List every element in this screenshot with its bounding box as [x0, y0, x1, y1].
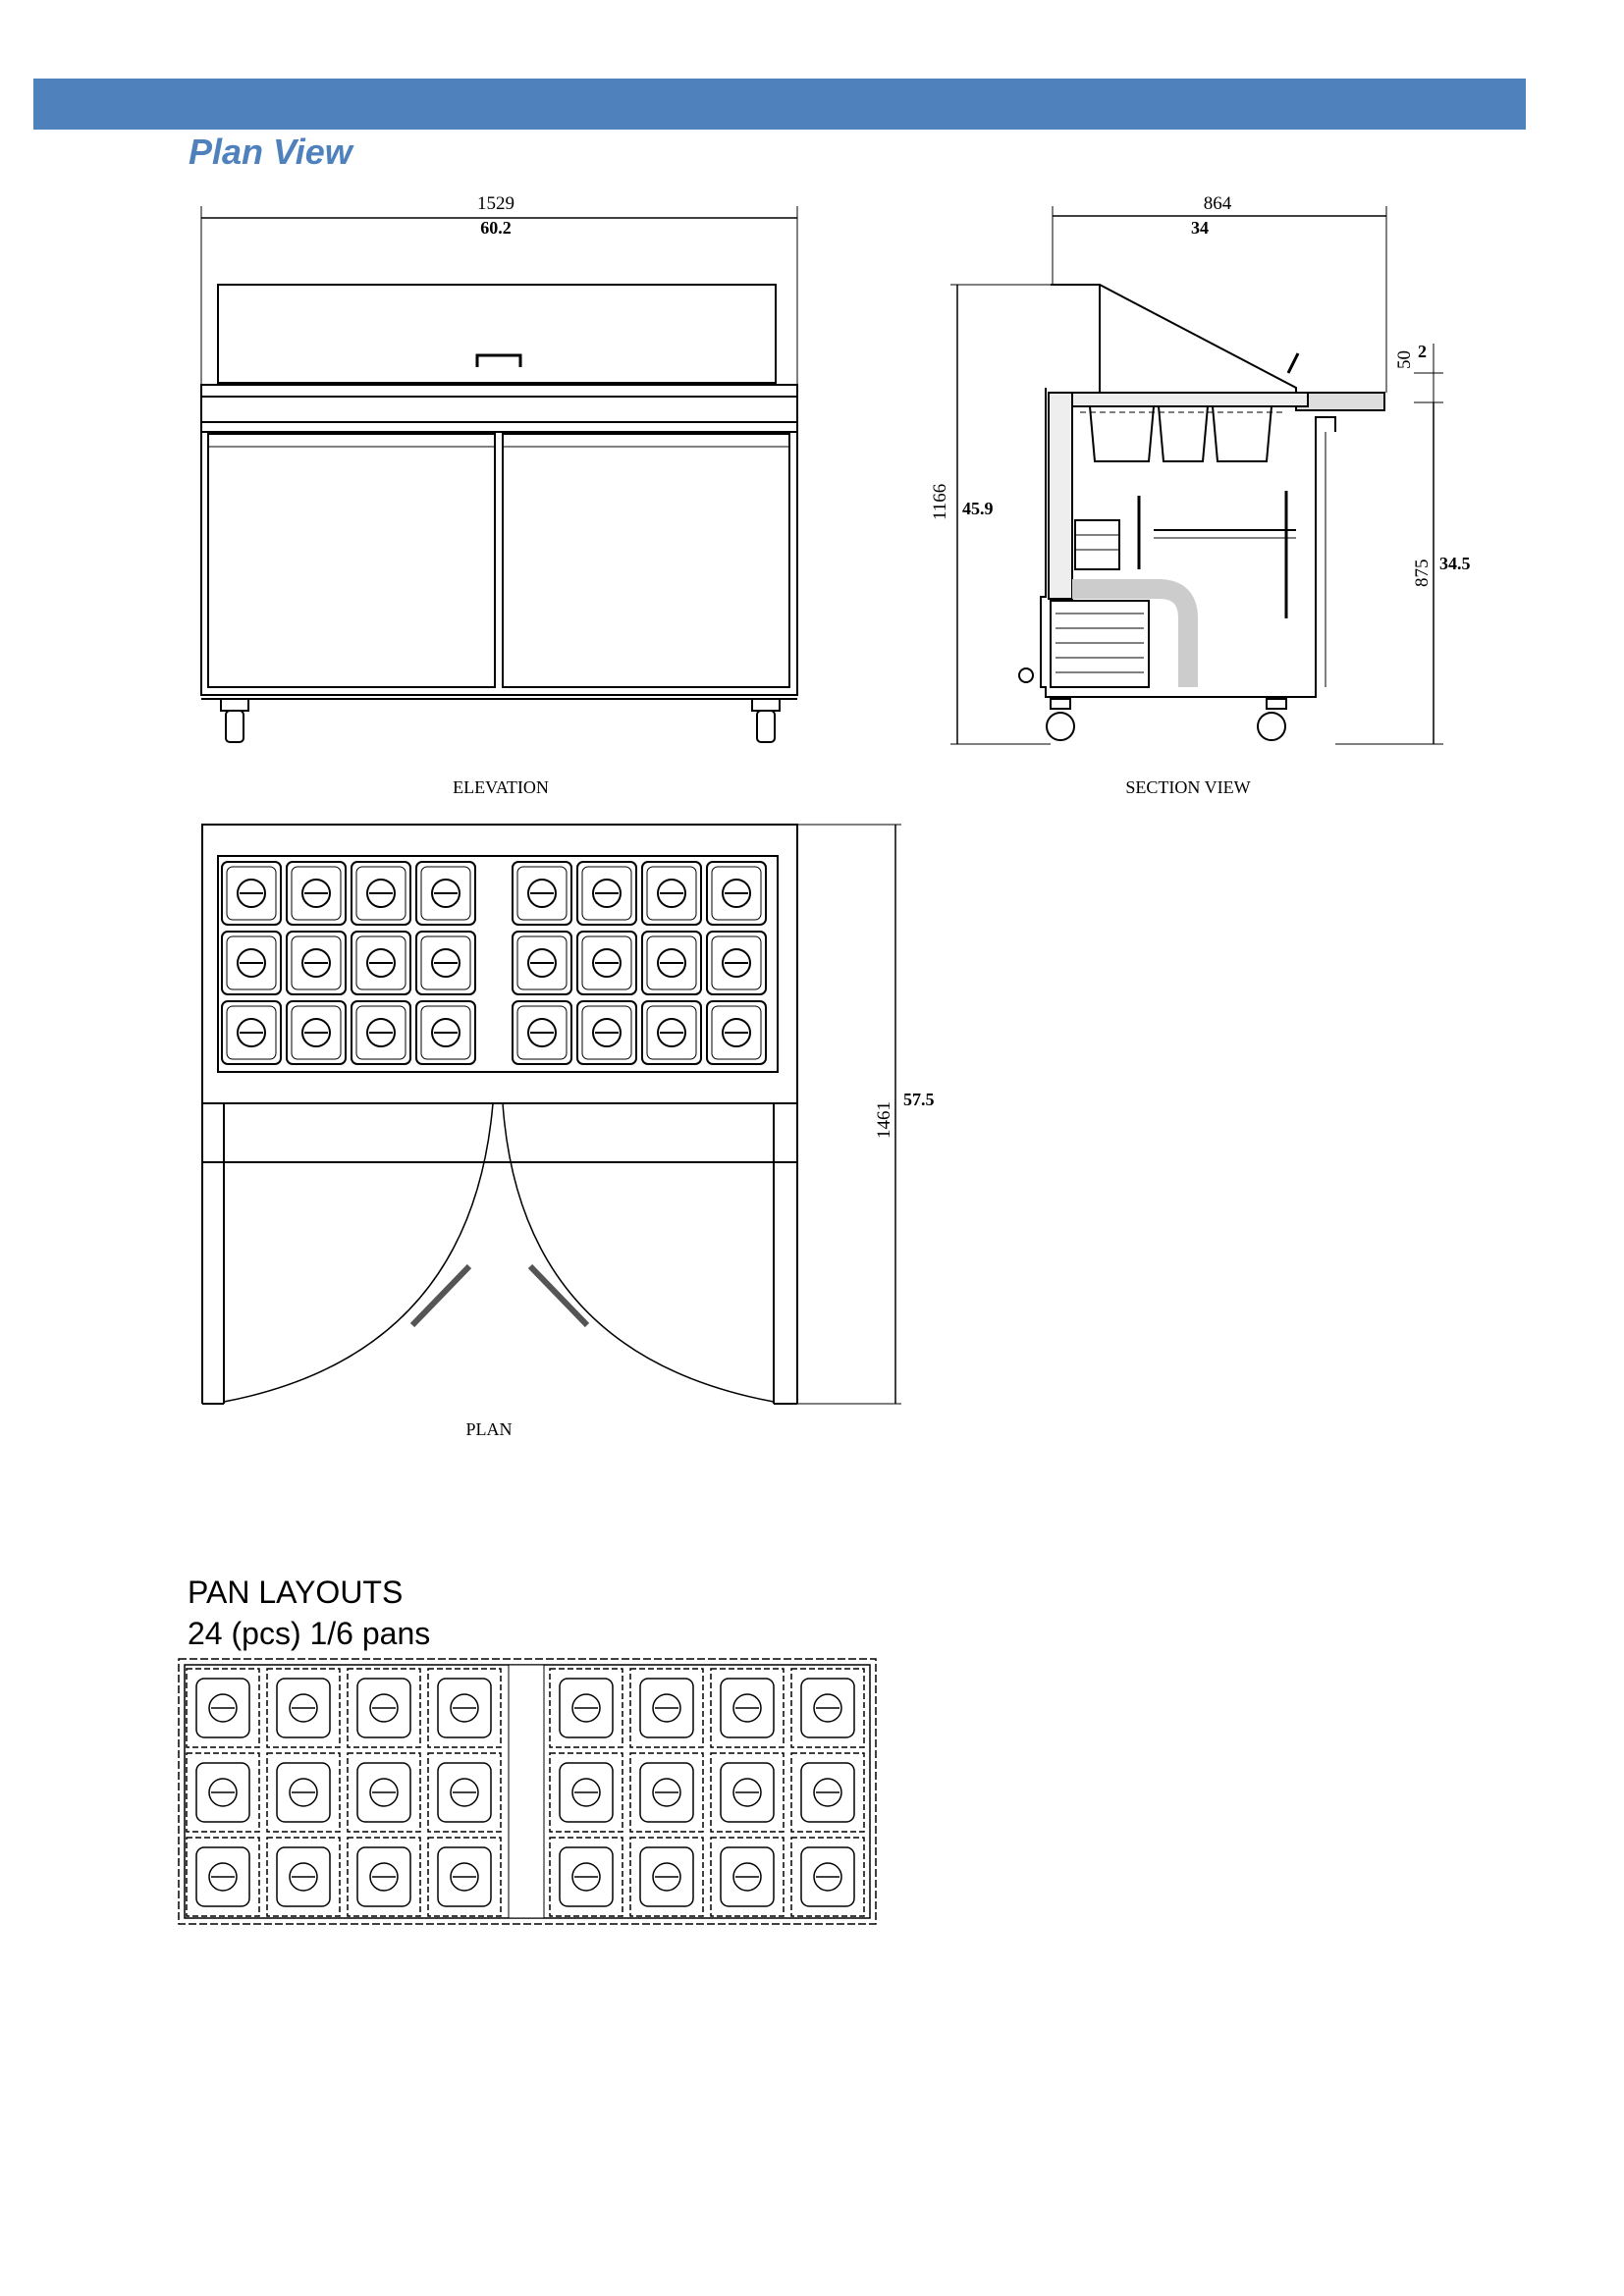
section-width-in: 34: [1191, 218, 1209, 238]
section-caption: SECTION VIEW: [1125, 777, 1251, 797]
layout-pan: [428, 1753, 501, 1832]
elevation-width-mm: 1529: [477, 193, 514, 214]
layout-pan: [348, 1753, 420, 1832]
section-counter-mm: 875: [1412, 559, 1433, 587]
layout-pan: [187, 1838, 259, 1916]
layout-pan: [428, 1838, 501, 1916]
layout-pan: [630, 1753, 703, 1832]
layout-pan: [267, 1753, 340, 1832]
page-title: Plan View: [189, 132, 352, 172]
layout-pan: [550, 1669, 623, 1747]
section-width-mm: 864: [1203, 193, 1232, 214]
section-height-in: 45.9: [962, 499, 994, 518]
layout-pan: [791, 1753, 864, 1832]
section-counter-in: 34.5: [1439, 554, 1471, 573]
layout-pan: [791, 1669, 864, 1747]
layout-pan: [187, 1753, 259, 1832]
plan-depth-mm: 1461: [874, 1101, 894, 1139]
pan-layouts-title: PAN LAYOUTS: [188, 1575, 404, 1610]
section-height-mm: 1166: [930, 483, 950, 520]
plan-depth-in: 57.5: [903, 1090, 935, 1109]
layout-pan: [630, 1669, 703, 1747]
layout-pan: [187, 1669, 259, 1747]
layout-pan: [267, 1838, 340, 1916]
section-rail-in: 2: [1418, 342, 1427, 361]
pan-layouts-subtitle: 24 (pcs) 1/6 pans: [188, 1616, 431, 1651]
elevation-caption: ELEVATION: [453, 777, 549, 797]
layout-pan: [711, 1838, 784, 1916]
layout-pan: [348, 1669, 420, 1747]
layout-pan: [711, 1753, 784, 1832]
elevation-width-in: 60.2: [480, 218, 512, 238]
plan-caption: PLAN: [465, 1419, 513, 1439]
layout-pan: [267, 1669, 340, 1747]
layout-pan: [428, 1669, 501, 1747]
layout-divider: [509, 1665, 544, 1918]
layout-pan: [550, 1753, 623, 1832]
layout-pan: [630, 1838, 703, 1916]
layout-pan: [348, 1838, 420, 1916]
layout-pan: [550, 1838, 623, 1916]
section-rail-mm: 50: [1394, 350, 1415, 369]
layout-pan: [711, 1669, 784, 1747]
layout-pan: [791, 1838, 864, 1916]
